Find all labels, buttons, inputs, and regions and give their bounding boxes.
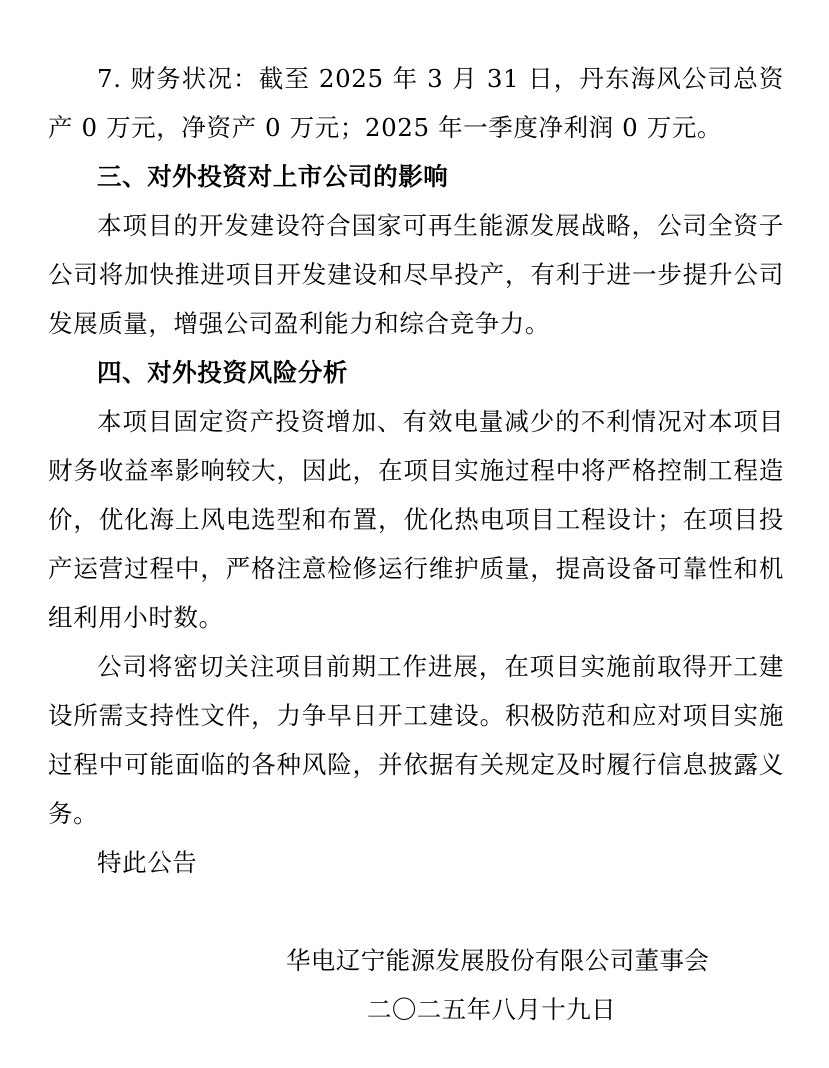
section-heading-impact: 三、对外投资对上市公司的影响 [97, 162, 449, 191]
section-heading-risk: 四、对外投资风险分析 [97, 358, 348, 387]
impact-paragraph: 本项目的开发建设符合国家可再生能源发展战略，公司全资子公司将加快推进项目开发建设和尽早投产，有利于进一步提升公司发展质量，增强公司盈利能力和综合竞争力。 [48, 211, 784, 338]
financial-status-paragraph: 7. 财务状况：截至 2025 年 3 月 31 日，丹东海风公司总资产 0 万元，净资产 0 万元；2025 年一季度净利润 0 万元。 [48, 64, 784, 142]
risk-paragraph-1: 本项目固定资产投资增加、有效电量减少的不利情况对本项目财务收益率影响较大，因此，在项目实施过程中将严格控制工程造价，优化海上风电选型和布置，优化热电项目工程设计；在项目投产运营过程中，严格注意检修运行维护质量，提高设备可靠性和机组利用小时数。 [48, 407, 784, 632]
closing-remark: 特此公告 [97, 848, 198, 877]
signature-date: 二〇二五年八月十九日 [367, 995, 616, 1024]
risk-paragraph-2: 公司将密切关注项目前期工作进展，在项目实施前取得开工建设所需支持性文件，力争早日开工建设。积极防范和应对项目实施过程中可能面临的各种风险，并依据有关规定及时履行信息披露义务。 [48, 652, 784, 828]
signature-company: 华电辽宁能源发展股份有限公司董事会 [286, 946, 710, 975]
